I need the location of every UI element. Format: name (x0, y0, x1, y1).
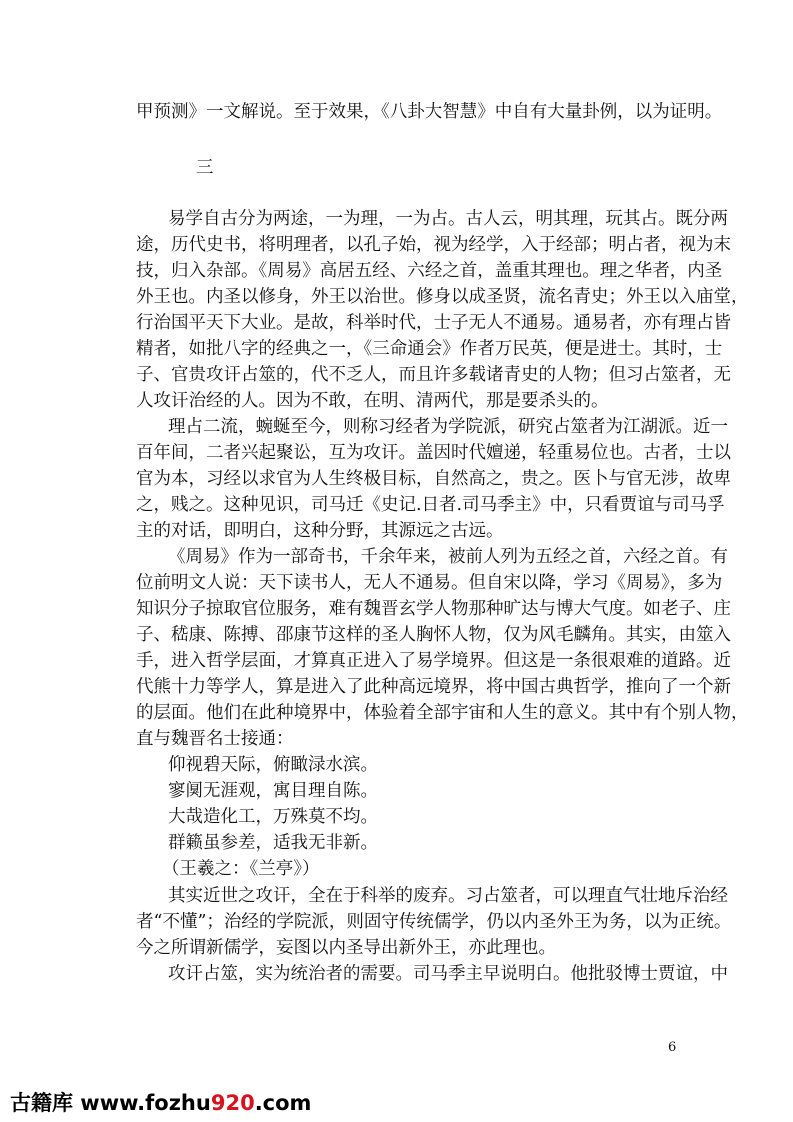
text-line: 位前明文人说：天下读书人，无人不通易。但自宋以降，学习《周易》，多为 (136, 573, 723, 593)
text-line: 攻讦占筮，实为统治者的需要。司马季主早说明白。他批驳博士贾谊，中 (168, 964, 728, 984)
text-line: 技，归入杂部。《周易》高居五经、六经之首，盖重其理也。理之华者，内圣 (136, 261, 723, 281)
header-line: 甲预测》一文解说。至于效果，《八卦大智慧》中自有大量卦例，以为证明。 (136, 102, 723, 122)
text-line: 者“不懂”；治经的学院派，则固守传统儒学，仍以内圣外王为务，以为正统。 (136, 912, 732, 932)
text-line: 主的对话，即明白，这种分野，其源远之古远。 (136, 521, 504, 541)
text-line: 《周易》作为一部奇书，千余年来，被前人列为五经之首，六经之首。有 (168, 547, 728, 567)
site-watermark (10, 1089, 311, 1117)
watermark-site-name: 古籍库 (10, 1091, 73, 1115)
text-line: 理占二流，蜿蜒至今，则称习经者为学院派，研究占筮者为江湖派。近一 (168, 417, 728, 437)
text-line: 人攻讦治经的人。因为不敢，在明、清两代，那是要杀头的。 (136, 391, 609, 411)
text-line: 外王也。内圣以修身，外王以治世。修身以成圣贤，流名青史；外王以入庙堂， (136, 287, 749, 307)
page-number: 6 (668, 1040, 677, 1055)
text-line: 手，进入哲学层面，才算真正进入了易学境界。但这是一条很艰难的道路。近 (136, 651, 731, 671)
text-line: 之，贱之。这种见识，司马迁《史记.日者.司马季主》中，只看贾谊与司马孚 (136, 495, 725, 515)
poem-attribution: （王羲之：《兰亭》） (162, 859, 320, 879)
text-line: 的层面。他们在此种境界中，体验着全部宇宙和人生的意义。其中有个别人物， (136, 703, 749, 723)
text-line: 知识分子掠取官位服务，难有魏晋玄学人物那种旷达与博大气度。如老子、庄 (136, 599, 731, 619)
text-line: 百年间，二者兴起聚讼，互为攻讦。盖因时代嬗递，轻重易位也。古者，士以 (136, 443, 731, 463)
text-line: 官为本，习经以求官为人生终极目标，自然高之，贵之。医卜与官无涉，故卑 (136, 469, 731, 489)
section-heading: 三 (196, 158, 214, 178)
text-line: 途，历代史书，将明理者，以孔子始，视为经学，入于经部；明占者，视为末 (136, 235, 731, 255)
poem-line: 群籁虽参差，适我无非新。 (168, 833, 378, 853)
text-line: 子、嵇康、陈搏、邵康节这样的圣人胸怀人物，仅为风毛麟角。其实，由筮入 (136, 625, 731, 645)
poem-line: 仰视碧天际，俯瞰渌水滨。 (168, 755, 378, 775)
text-line: 子、官贵攻讦占筮的，代不乏人，而且许多载诸青史的人物；但习占筮者，无 (136, 365, 731, 385)
watermark-url-suffix: .com (254, 1091, 312, 1115)
poem-line: 寥阒无涯观，寓目理自陈。 (168, 781, 378, 801)
text-line: 代熊十力等学人，算是进入了此种高远境界，将中国古典哲学，推向了一个新 (136, 677, 731, 697)
watermark-url-number: 920 (210, 1091, 255, 1115)
text-line: 精者，如批八字的经典之一，《三命通会》作者万民英，便是进士。其时，士 (136, 339, 723, 359)
text-line: 行治国平天下大业。是故，科举时代，士子无人不通易。通易者，亦有理占皆 (136, 313, 731, 333)
watermark-url-prefix: www.fozhu (73, 1091, 211, 1115)
text-line: 其实近世之攻讦，全在于科举的废弃。习占筮者，可以理直气壮地斥治经 (168, 886, 728, 906)
text-line: 直与魏晋名士接通： (136, 729, 294, 749)
text-line: 易学自古分为两途，一为理，一为占。古人云，明其理，玩其占。既分两 (168, 209, 728, 229)
text-line: 今之所谓新儒学，妄图以内圣导出新外王，亦此理也。 (136, 938, 556, 958)
poem-line: 大哉造化工，万殊莫不均。 (168, 807, 378, 827)
